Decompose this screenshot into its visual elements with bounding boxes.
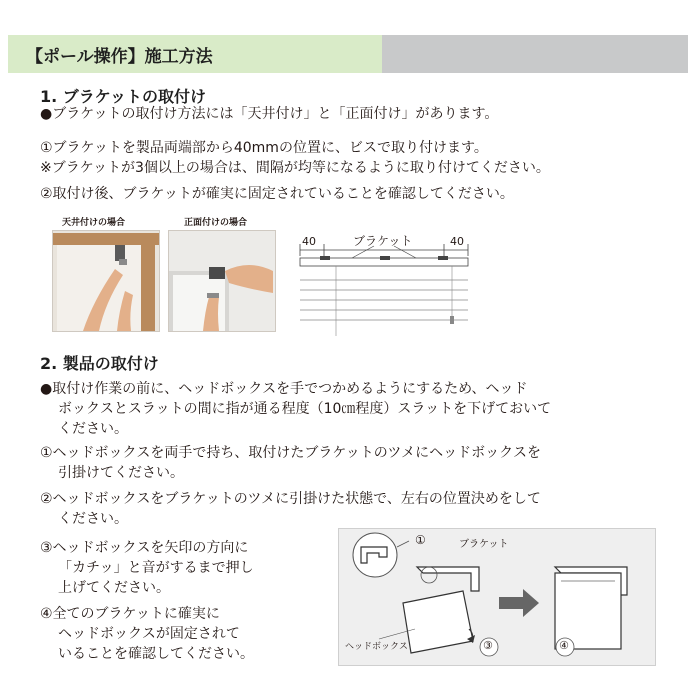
front-mount-photo [168, 230, 276, 332]
diagram2-bracket-label: ブラケット [459, 539, 509, 550]
section2-intro-line-1: ●取付け作業の前に、ヘッドボックスを手でつかめるようにするため、ヘッド [40, 381, 528, 397]
section1-step1: ①ブラケットを製品両端部から40mmの位置に、ビスで取り付けます。 [40, 140, 488, 156]
section2-step3-line-3: 上げてください。 [58, 580, 170, 596]
section2-intro-line-3: ください。 [58, 421, 128, 437]
section1-intro: ●ブラケットの取付け方法には「天井付け」と「正面付け」があります。 [40, 106, 499, 122]
section-header-bar [8, 35, 688, 73]
photo-ceiling-label: 天井付けの場合 [62, 218, 126, 228]
photo-front-mount [168, 216, 276, 334]
section2-step1-line-1: ①ヘッドボックスを両手で持ち、取付けたブラケットのツメにヘッドボックスを [40, 445, 542, 461]
photo-ceiling-mount [52, 216, 160, 334]
callout-4-label: ④ [559, 639, 569, 652]
section2-step4-line-2: ヘッドボックスが固定されて [58, 626, 240, 642]
section2-step2-line-2: ください。 [58, 511, 128, 527]
headbox-mounting-diagram [338, 528, 656, 666]
section-title: 【ポール操作】施工方法 [8, 35, 382, 73]
section2-intro-line-2: ボックスとスラットの間に指が通る程度（10㎝程度）スラットを下げておいて [58, 401, 552, 417]
section2-step4-line-1: ④全てのブラケットに確実に [40, 606, 220, 622]
section2-step3-line-2: 「カチッ」と音がするまで押し [58, 560, 254, 576]
dim-left-40: 40 [302, 235, 316, 248]
section2-step2-line-1: ②ヘッドボックスをブラケットのツメに引掛けた状態で、左右の位置決めをして [40, 491, 541, 507]
callout-3-label: ③ [483, 639, 493, 652]
section2-step3-line-1: ③ヘッドボックスを矢印の方向に [40, 540, 249, 556]
section1-heading: 1. ブラケットの取付け [40, 87, 206, 106]
section1-step2: ②取付け後、ブラケットが確実に固定されていることを確認してください。 [40, 186, 514, 202]
header-gray-fill [382, 35, 688, 73]
ceiling-mount-photo [52, 230, 160, 332]
dim-right-40: 40 [450, 235, 464, 248]
photo-front-label: 正面付けの場合 [184, 218, 248, 228]
section2-heading: 2. 製品の取付け [40, 354, 159, 373]
diagram-bracket-label: ブラケット [353, 234, 413, 248]
section1-note: ※ブラケットが3個以上の場合は、間隔が均等になるように取り付けてください。 [40, 160, 550, 176]
callout-1-label: ① [415, 533, 426, 547]
diagram2-headbox-label: ヘッドボックス [345, 642, 408, 652]
section2-step1-line-2: 引掛けてください。 [58, 465, 184, 481]
section2-step4-line-3: いることを確認してください。 [58, 646, 254, 662]
